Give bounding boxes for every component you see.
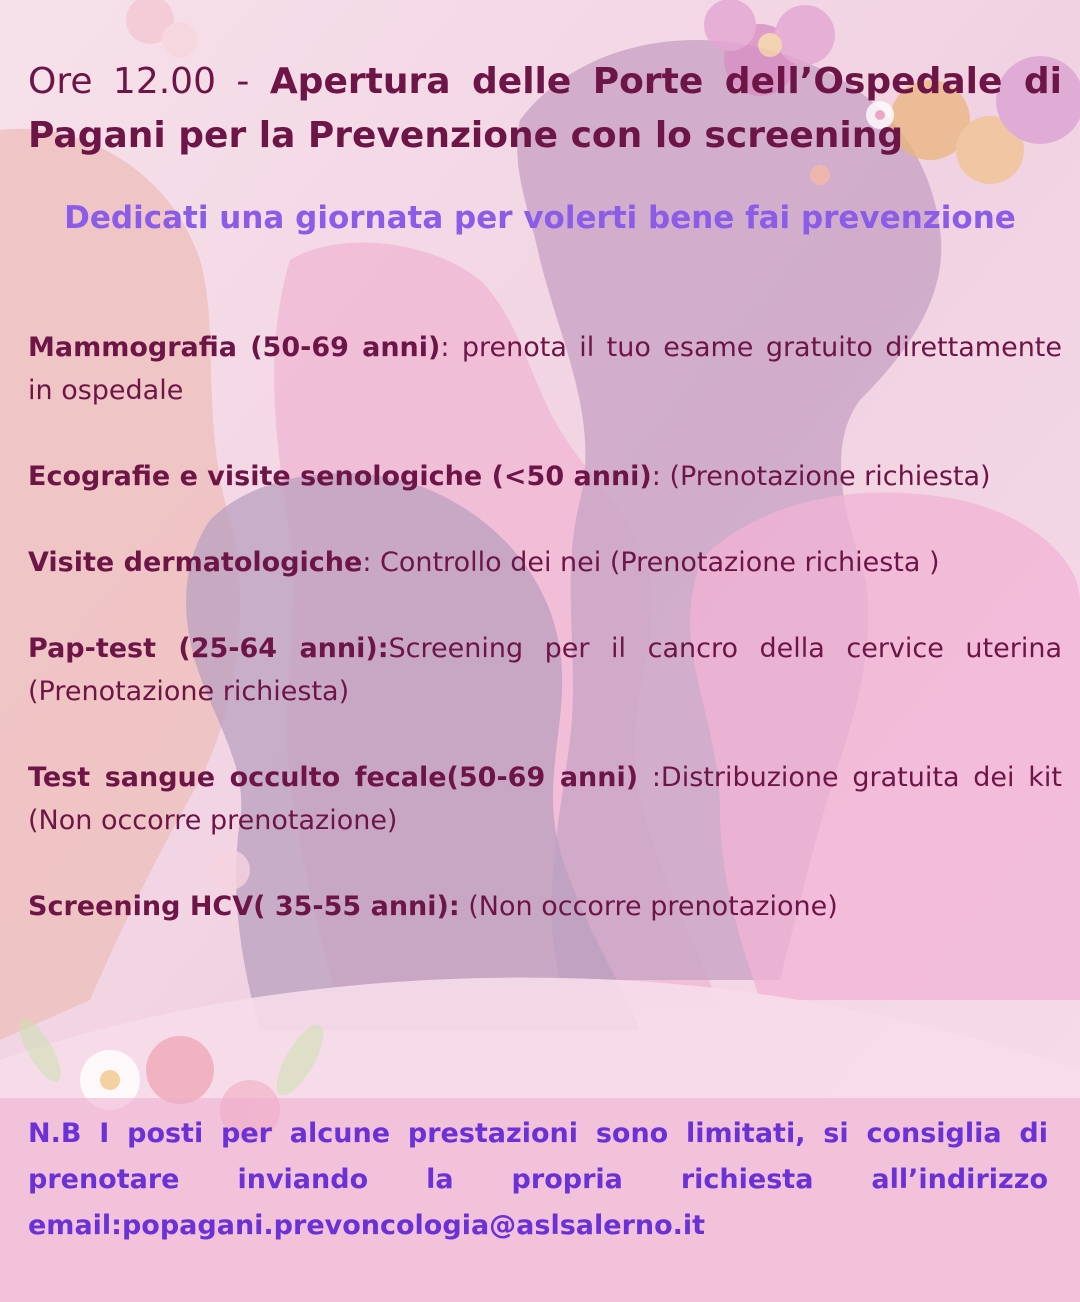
event-title-strong: Apertura delle Porte dell’Ospedale di Pagani per la Prevenzione con lo screening <box>28 61 1063 156</box>
service-label: Pap-test (25-64 anni): <box>28 633 389 664</box>
event-time: Ore 12.00 - <box>28 61 270 102</box>
service-text: : Controllo dei nei (Prenotazione richiesta ) <box>362 547 940 578</box>
service-item-sangue-occulto <box>28 756 1062 842</box>
service-text: : prenota il tuo esame gratuito direttamente in ospedale <box>28 332 1062 406</box>
event-subtitle: Dedicati una giornata per volerti bene fai prevenzione <box>64 200 1016 236</box>
service-label: Screening HCV( 35-55 anni): <box>28 891 460 922</box>
service-label: Test sangue occulto fecale(50-69 anni) <box>28 762 639 793</box>
service-item-dermatologiche <box>28 541 1062 584</box>
service-item-ecografie <box>28 455 1062 498</box>
service-label: Mammografia (50-69 anni) <box>28 332 441 363</box>
service-item-mammografia <box>28 326 1062 412</box>
service-item-hcv <box>28 885 1062 928</box>
service-text: Screening per il cancro della cervice uterina (Prenotazione richiesta) <box>28 633 1063 707</box>
service-item-pap-test <box>28 627 1062 713</box>
service-label: Visite dermatologiche <box>28 547 363 578</box>
event-title <box>28 55 1062 163</box>
service-label: Ecografie e visite senologiche (<50 anni) <box>28 461 652 492</box>
booking-note: N.B I posti per alcune prestazioni sono limitati, si consiglia di prenotare inviando la propria richiesta all’indirizzo email:popagani.prevoncologia@aslsalerno.it <box>28 1118 1048 1241</box>
service-text: : (Prenotazione richiesta) <box>651 461 991 492</box>
service-text: :Distribuzione gratuita dei kit (Non occorre prenotazione) <box>28 762 1062 836</box>
service-text: (Non occorre prenotazione) <box>459 891 838 922</box>
